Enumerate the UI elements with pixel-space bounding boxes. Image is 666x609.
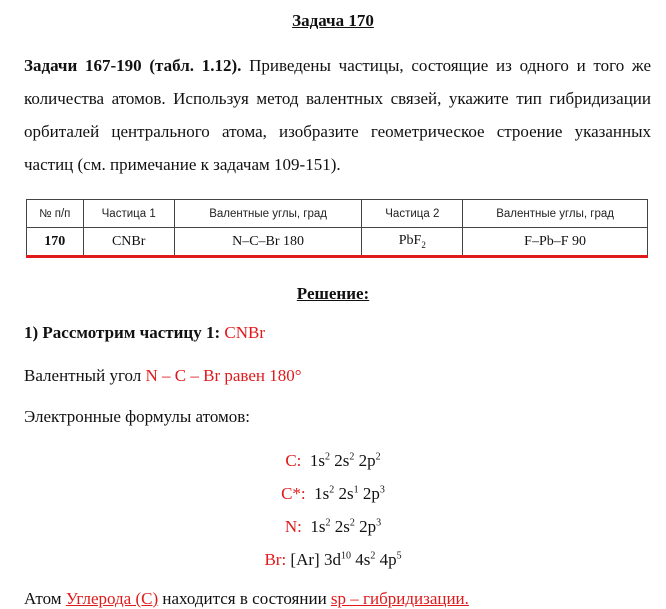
- solution-heading: Решение:: [296, 284, 370, 303]
- formula-line: [0, 550, 666, 570]
- consider-particle: CNBr: [224, 323, 266, 342]
- task-description: [24, 49, 651, 181]
- table-header-row: [27, 200, 648, 228]
- particle-2-base: PbF: [398, 233, 422, 249]
- hybridization-line: [24, 589, 469, 609]
- electron-formulas-label: Электронные формулы атомов:: [24, 407, 251, 426]
- hyb-middle: находится в состоянии: [158, 589, 331, 608]
- table-row: [27, 228, 648, 257]
- valence-angle-line: [24, 366, 302, 386]
- particle-2-subscript: 2: [421, 239, 426, 250]
- hyb-prefix: Атом: [24, 589, 66, 608]
- orbital: $2p^3$: [359, 517, 382, 536]
- cell-particle-2: [362, 228, 463, 257]
- orbital: $1s^2$: [309, 451, 331, 470]
- formula-line: [0, 517, 666, 537]
- orbital: $2s^2$: [334, 451, 355, 470]
- header-angles-2: Валентные углы, град: [463, 200, 648, 228]
- formula-atom: C:: [285, 451, 302, 470]
- noble-gas-core: [Ar]: [290, 550, 320, 569]
- header-angles-1: Валентные углы, град: [174, 200, 362, 228]
- cell-angles-2: F–Pb–F 90: [463, 228, 648, 257]
- angle-prefix: Валентный угол: [24, 366, 146, 385]
- orbital: $2p^2$: [358, 451, 381, 470]
- header-particle-1: Частица 1: [83, 200, 174, 228]
- orbital: $2s^2$: [334, 517, 355, 536]
- formula-atom: C*:: [281, 484, 306, 503]
- orbital: $2p^3$: [362, 484, 385, 503]
- header-particle-2: Частица 2: [362, 200, 463, 228]
- orbital: $4p^5$: [379, 550, 402, 569]
- formula-line: [0, 451, 666, 471]
- consider-label: 1) Рассмотрим частицу 1:: [24, 323, 225, 342]
- orbital: $2s^1$: [338, 484, 359, 503]
- header-num: № п/п: [27, 200, 84, 228]
- cell-angles-1: N–C–Br 180: [174, 228, 362, 257]
- formula-line: [0, 484, 666, 504]
- task-range: Задачи 167-190 (табл. 1.12).: [24, 56, 242, 75]
- consider-particle-line: [24, 323, 265, 343]
- cell-num: 170: [27, 228, 84, 257]
- particles-table: [26, 199, 648, 258]
- task-text: Приведены частицы, состоящие из одного и того же количества атомов. Используя метод валентных связей, укажите тип гибридизации орбиталей центрального атома, изобразите геометрическое строение указанных частиц (см. примечание к задачам 109-151).: [24, 56, 651, 174]
- orbital: $4s^2$: [355, 550, 376, 569]
- orbital: $1s^2$: [314, 484, 335, 503]
- orbital: $1s^2$: [310, 517, 331, 536]
- formula-atom: N:: [284, 517, 302, 536]
- hyb-atom: Углерода (С): [65, 589, 159, 608]
- orbital: $3d^{10}$: [323, 550, 351, 569]
- angle-value: N – C – Br равен 180°: [145, 366, 302, 385]
- task-title: Задача 170: [292, 11, 374, 30]
- hyb-type: sp – гибридизации.: [330, 589, 469, 608]
- cell-particle-1: CNBr: [83, 228, 174, 257]
- formula-atom: Br:: [264, 550, 287, 569]
